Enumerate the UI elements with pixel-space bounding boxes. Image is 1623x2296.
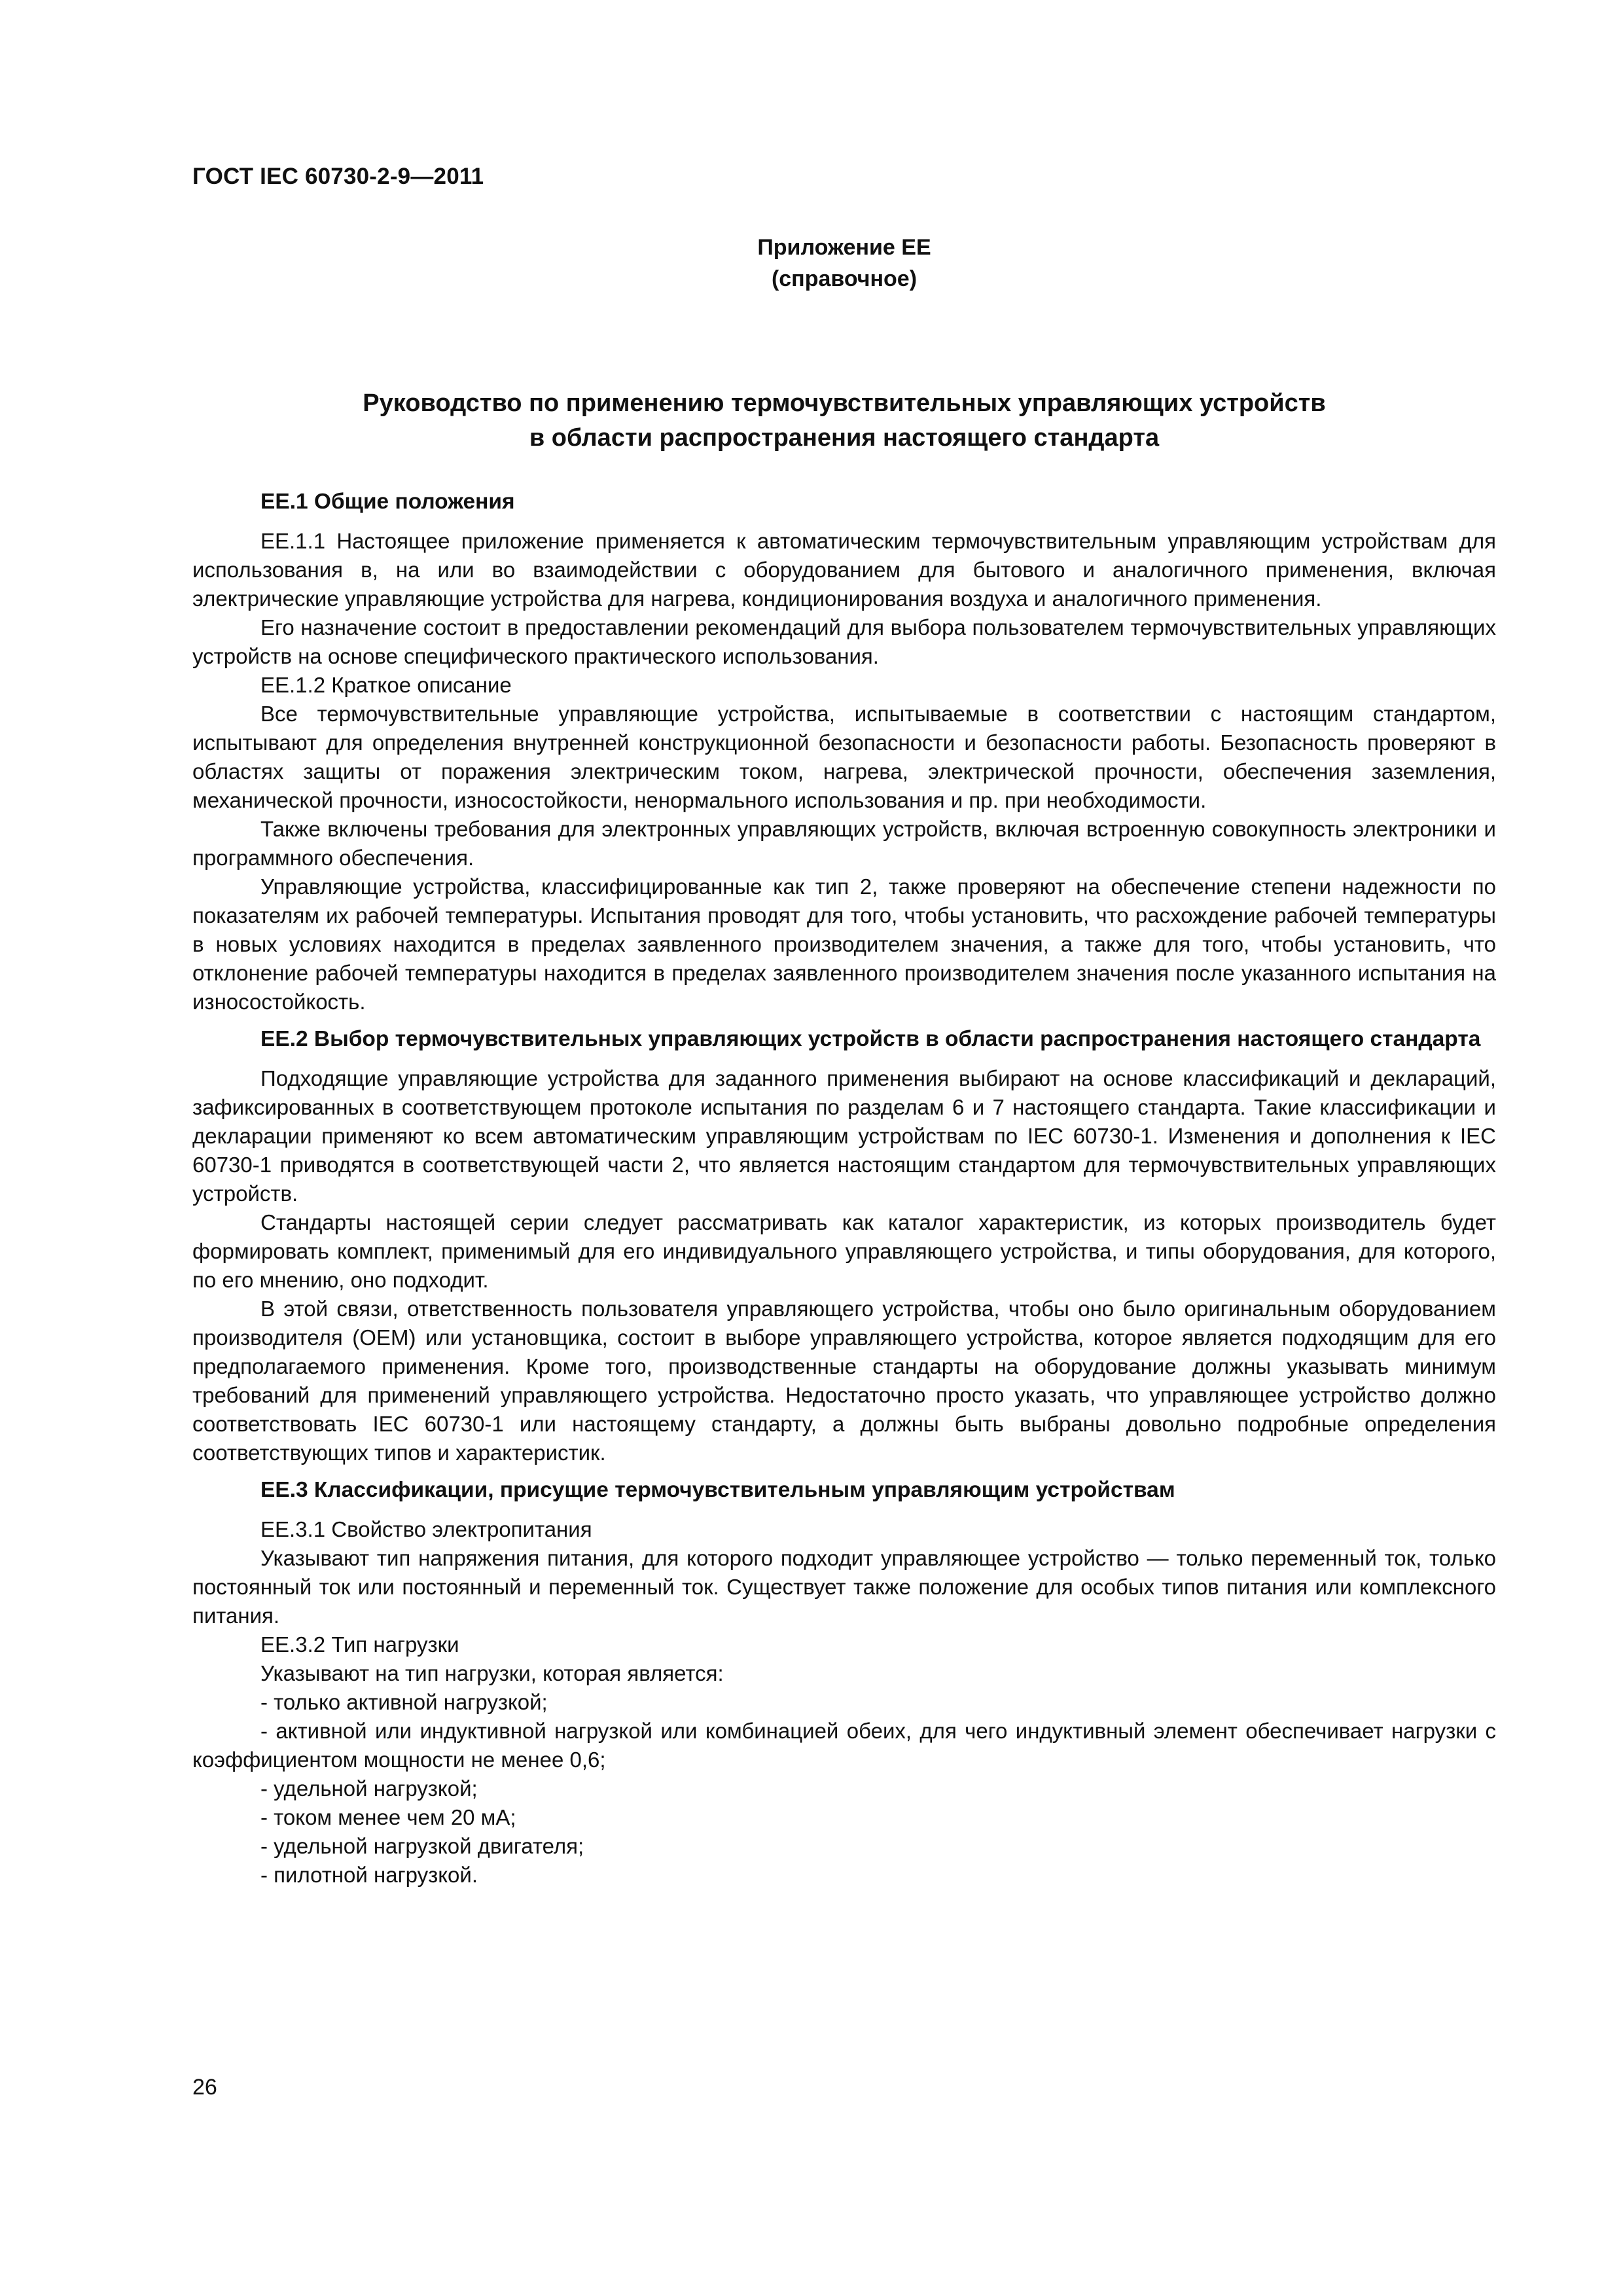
list-item: ЕЕ.3.2 Тип нагрузки <box>260 1632 459 1657</box>
body-paragraph: ЕЕ.1.1 Настоящее приложение применяется к автоматическим термочувствительным управляющим устройствам для использования в, на или во взаимодействии с оборудованием для бытового и аналогичного применения, включая электрические управляющие устройства для нагрева, кондиционирования воздуха и аналогичного применения. <box>192 529 1496 611</box>
body-paragraph: Указывают тип напряжения питания, для которого подходит управляющее устройство — только переменный ток, только постоянный ток или постоянный и переменный ток. Существует также положение для особых типов питания или комплексного питания. <box>192 1546 1496 1628</box>
document-body <box>192 487 1496 1890</box>
list-item: ЕЕ.3.1 Свойство электропитания <box>260 1517 592 1541</box>
annex-title-line-2: в области распространения настоящего стандарта <box>529 424 1160 452</box>
list-item: Указывают на тип нагрузки, которая является: <box>260 1661 724 1685</box>
body-paragraph: В этой связи, ответственность пользователя управляющего устройства, чтобы оно было оригинальным оборудованием производителя (ОЕМ) или установщика, состоит в выборе управляющего устройства, которое является подходящим для его предполагаемого применения. Кроме того, производственные стандарты на оборудование должны указывать минимум требований для применений управляющего устройства. Недостаточно просто указать, что управляющее устройство должно соответствовать IEC 60730-1 или настоящему стандарту, а должны быть выбраны довольно подробные определения соответствующих типов и характеристик. <box>192 1297 1496 1465</box>
list-item: - только активной нагрузкой; <box>260 1690 548 1714</box>
document-number: ГОСТ IEC 60730-2-9—2011 <box>192 164 484 189</box>
list-item: - удельной нагрузкой двигателя; <box>260 1834 584 1858</box>
body-paragraph: Управляющие устройства, классифицированные как тип 2, также проверяют на обеспечение степени надежности по показателям их рабочей температуры. Испытания проводят для того, чтобы установить, что расхождение рабочей температуры в новых условиях находится в пределах заявленного производителем значения, а также для того, чтобы установить, что отклонение рабочей температуры находится в пределах заявленного производителем значения после указанного испытания на износостойкость. <box>192 874 1496 1014</box>
section-heading: ЕЕ.1 Общие положения <box>260 490 515 514</box>
body-paragraph: Его назначение состоит в предоставлении рекомендаций для выбора пользователем термочувствительных управляющих устройств на основе специфического практического использования. <box>192 615 1496 668</box>
annex-label: Приложение ЕЕ <box>757 235 931 260</box>
body-paragraph: Также включены требования для электронных управляющих устройств, включая встроенную совокупность электроники и программного обеспечения. <box>192 817 1496 870</box>
list-item: - пилотной нагрузкой. <box>260 1863 478 1887</box>
list-item: ЕЕ.1.2 Краткое описание <box>260 673 512 697</box>
page-number: 26 <box>192 2075 217 2100</box>
annex-type: (справочное) <box>771 266 918 291</box>
list-item: - удельной нагрузкой; <box>260 1776 478 1801</box>
body-paragraph: Стандарты настоящей серии следует рассматривать как каталог характеристик, из которых производитель будет формировать комплект, применимый для его индивидуального управляющего устройства, и типы оборудования, для которого, по его мнению, оно подходит. <box>192 1210 1496 1292</box>
section-heading: ЕЕ.2 Выбор термочувствительных управляющих устройств в области распространения настоящего стандарта <box>260 1027 1481 1051</box>
annex-title-line-1: Руководство по применению термочувствительных управляющих устройств <box>363 389 1326 417</box>
annex-heading <box>0 232 1623 295</box>
annex-title <box>192 386 1496 456</box>
body-paragraph: Все термочувствительные управляющие устройства, испытываемые в соответствии с настоящим стандартом, испытывают для определения внутренней конструкционной безопасности и безопасности работы. Безопасность проверяют в областях защиты от поражения электрическим током, нагрева, электрической прочности, обеспечения заземления, механической прочности, износостойкости, ненормального использования и пр. при необходимости. <box>192 702 1496 812</box>
list-item: - током менее чем 20 мА; <box>260 1805 516 1829</box>
section-heading: ЕЕ.3 Классификации, присущие термочувствительным управляющим устройствам <box>260 1478 1175 1502</box>
list-item: - активной или индуктивной нагрузкой или комбинацией обеих, для чего индуктивный элемент обеспечивает нагрузки с коэффициентом мощности не менее 0,6; <box>192 1719 1496 1772</box>
body-paragraph: Подходящие управляющие устройства для заданного применения выбирают на основе классификаций и деклараций, зафиксированных в соответствующем протоколе испытания по разделам 6 и 7 настоящего стандарта. Такие классификации и декларации применяют ко всем автоматическим управляющим устройствам по IEC 60730-1. Изменения и дополнения к IEC 60730-1 приводятся в соответствующей части 2, что является настоящим стандартом для термочувствительных управляющих устройств. <box>192 1066 1496 1206</box>
